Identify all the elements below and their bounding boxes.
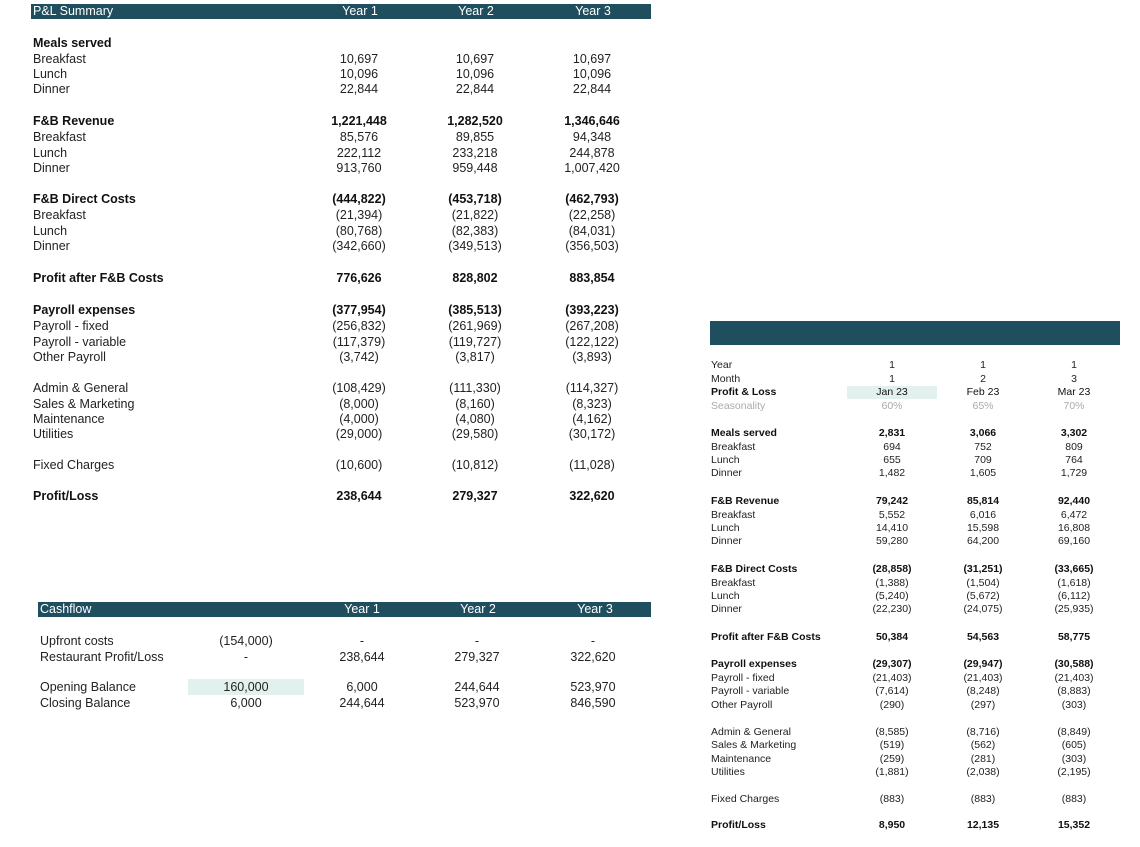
cell: 16,808 [1057,522,1091,534]
pnl-year-3-header: Year 3 [575,4,611,18]
cell: (111,330) [449,381,501,395]
cell: (605) [1061,739,1087,751]
row-label: Profit/Loss [33,489,99,503]
cell: (29,580) [451,427,499,441]
cell: (8,248) [966,685,1000,697]
cell: 65% [972,400,994,412]
row-label: Profit after F&B Costs [711,631,821,643]
cell: (82,383) [451,224,499,238]
cell: (356,503) [565,239,619,253]
cell: (259) [879,753,905,765]
cell: (10,812) [451,458,499,472]
pnl-year-1-header: Year 1 [342,4,378,18]
cell: (883) [970,793,996,805]
row-label: Dinner [33,239,70,253]
row-label: Meals served [33,36,112,50]
cell: 279,327 [454,650,500,664]
cell: (5,672) [966,590,1000,602]
cell: 279,327 [452,489,498,503]
cell: 1,007,420 [564,161,620,175]
cell: 10,096 [339,67,379,81]
row-label: Breakfast [33,208,86,222]
row-label: Profit/Loss [711,819,766,831]
table-row [711,373,1111,386]
cell: 6,000 [230,696,262,710]
cell: (1,881) [875,766,909,778]
cell: 523,970 [570,680,616,694]
cell: 222,112 [336,146,382,160]
cell: 12,135 [966,819,1000,831]
cell: 5,552 [878,509,906,521]
cell: 883,854 [569,271,615,285]
cell: 238,644 [339,650,385,664]
cashflow-year-3-header: Year 3 [577,602,613,616]
cell: 776,626 [336,271,382,285]
row-label: Payroll - fixed [711,672,775,684]
cell: (393,223) [565,303,619,317]
cell: 244,644 [454,680,500,694]
row-label: Lunch [711,590,740,602]
row-label: Sales & Marketing [711,739,797,751]
cell: 846,590 [570,696,616,710]
cell: 244,878 [569,146,615,160]
cell: 1,605 [969,467,997,479]
cell: 244,644 [339,696,385,710]
cell: 6,016 [969,509,997,521]
table-row [711,658,1111,671]
cell: 10,697 [572,52,612,66]
table-row [711,386,1111,399]
cell: (4,000) [339,412,379,426]
cell: Mar 23 [1057,386,1091,398]
table-row [711,427,1111,440]
row-label: Meals served [711,427,777,439]
table-row [711,577,1111,590]
row-label: Lunch [711,454,740,466]
cell: (21,394) [335,208,383,222]
row-label: Opening Balance [40,680,136,694]
table-row [40,679,640,695]
cell: (519) [879,739,905,751]
table-row [711,359,1111,372]
cell: 828,802 [452,271,498,285]
cell: 322,620 [569,489,615,503]
cell: 70% [1063,400,1085,412]
cell: (1,504) [966,577,1000,589]
row-label: Closing Balance [40,696,131,710]
cashflow-table [40,0,651,720]
cell: 15,598 [966,522,1000,534]
cell: (29,307) [872,658,912,670]
cell: (8,585) [875,726,909,738]
cell: (84,031) [568,224,616,238]
table-row [711,535,1111,548]
cell: 2 [980,373,986,385]
cell: (5,240) [875,590,909,602]
cell: (30,588) [1054,658,1094,670]
cell: 1,729 [1060,467,1088,479]
row-label: Admin & General [33,381,129,395]
cell: (303) [1061,699,1087,711]
cell: 89,855 [455,130,495,144]
table-row [40,633,640,649]
row-label: Breakfast [711,441,756,453]
cell: (6,112) [1057,590,1091,602]
month-selector[interactable]: Jan 23 [847,386,937,399]
cell: (883) [879,793,905,805]
row-label: Dinner [33,82,70,96]
table-row [40,695,640,711]
row-label: Lunch [33,146,68,160]
table-row [711,819,1111,832]
opening-balance-input[interactable]: 160,000 [188,679,304,695]
row-label: Sales & Marketing [33,397,135,411]
table-row [711,603,1111,616]
cell: (2,038) [966,766,1000,778]
cell: 959,448 [452,161,498,175]
row-label: Lunch [33,67,68,81]
cell: (303) [1061,753,1087,765]
row-label: F&B Direct Costs [711,563,798,575]
row-label: Maintenance [711,753,772,765]
table-row [711,495,1111,508]
cell: 10,697 [455,52,495,66]
row-label: Payroll - fixed [33,319,109,333]
cell: (122,122) [565,335,619,349]
row-label: Breakfast [711,509,756,521]
cell: (119,727) [448,335,502,349]
cashflow-title: Cashflow [40,602,92,616]
cell: (342,660) [332,239,386,253]
cell: 233,218 [452,146,498,160]
cell: (297) [970,699,996,711]
cell: (22,230) [872,603,912,615]
cell: (154,000) [219,634,273,648]
row-label: Seasonality [711,400,766,412]
cashflow-year-2-header: Year 2 [460,602,496,616]
cell: - [474,634,480,648]
cell: (21,403) [963,672,1003,684]
cell: 709 [974,454,992,466]
cell: 8,950 [878,819,906,831]
table-row [711,509,1111,522]
cell: 2,831 [878,427,906,439]
table-row [711,766,1111,779]
cell: (29,000) [335,427,383,441]
cell: 60% [881,400,903,412]
cell: (30,172) [568,427,616,441]
cell: (8,849) [1057,726,1091,738]
table-row [711,590,1111,603]
row-label: Dinner [711,467,742,479]
table-row [711,631,1111,644]
cell: (29,947) [963,658,1003,670]
row-label: F&B Revenue [711,495,780,507]
cell: (377,954) [332,303,386,317]
cell: (444,822) [332,192,386,206]
cell: (21,403) [1054,672,1094,684]
row-label: Year [711,359,733,371]
cell: 6,000 [346,680,378,694]
cell: 913,760 [336,161,382,175]
cell: (290) [879,699,905,711]
table-row [711,793,1111,806]
row-label: Payroll - variable [33,335,127,349]
cell: 94,348 [572,130,612,144]
cell: (117,379) [332,335,386,349]
cell: (8,716) [966,726,1000,738]
cell: 655 [883,454,901,466]
table-row [711,699,1111,712]
cell: (21,822) [451,208,499,222]
cell: (25,935) [1054,603,1094,615]
cell: 764 [1065,454,1083,466]
cell: 322,620 [570,650,616,664]
cell: (8,000) [339,397,379,411]
cell: - [243,650,249,664]
cell: 10,096 [455,67,495,81]
row-label: Breakfast [33,130,86,144]
table-row [711,522,1111,535]
cell: 1,346,646 [564,114,620,128]
cell: (883) [1061,793,1087,805]
cell: (462,793) [565,192,619,206]
table-row [711,739,1111,752]
cell: (385,513) [448,303,502,317]
cell: 1 [980,359,986,371]
cell: (10,600) [335,458,383,472]
cell: 85,576 [339,130,379,144]
row-label: Maintenance [33,412,105,426]
cell: (267,208) [565,319,619,333]
row-label: Other Payroll [33,350,106,364]
cell: (21,403) [872,672,912,684]
cell: 22,844 [455,82,495,96]
cell: 1,221,448 [331,114,387,128]
cell: (4,080) [455,412,495,426]
cell: (24,075) [963,603,1003,615]
table-row [711,400,1111,413]
cell: (453,718) [448,192,502,206]
cell: 1 [1071,359,1077,371]
cell: (22,258) [568,208,616,222]
cell: (562) [970,739,996,751]
row-label: Lunch [33,224,68,238]
row-label: F&B Revenue [33,114,115,128]
row-label: Utilities [711,766,745,778]
cell: 523,970 [454,696,500,710]
cell: (8,160) [455,397,495,411]
cell: 59,280 [875,535,909,547]
row-label: Fixed Charges [711,793,780,805]
cell: (3,893) [572,350,612,364]
pnl-summary-title: P&L Summary [33,4,114,18]
row-label: Admin & General [711,726,791,738]
cell: (31,251) [963,563,1003,575]
monthly-pnl-table [711,0,1121,840]
cell: (28,858) [872,563,912,575]
cell: (1,618) [1057,577,1091,589]
cell: 6,472 [1060,509,1088,521]
cell: 3,302 [1060,427,1088,439]
table-row [711,672,1111,685]
row-label: Payroll expenses [711,658,797,670]
table-row [711,726,1111,739]
row-label: Dinner [33,161,70,175]
cell: 1,482 [878,467,906,479]
cell: 79,242 [875,495,909,507]
row-label: Dinner [711,603,742,615]
cell: (1,388) [875,577,909,589]
row-label: Upfront costs [40,634,114,648]
cell: 1 [889,359,895,371]
row-label: Dinner [711,535,742,547]
cell: (11,028) [569,458,615,472]
row-label: Month [711,373,741,385]
cell: Feb 23 [966,386,1000,398]
cell: 85,814 [966,495,1000,507]
row-label: Profit & Loss [711,386,777,398]
row-label: Fixed Charges [33,458,115,472]
cell: 3 [1071,373,1077,385]
row-label: Breakfast [33,52,86,66]
cell: (261,969) [448,319,502,333]
row-label: Restaurant Profit/Loss [40,650,164,664]
cell: (3,742) [339,350,379,364]
cell: 22,844 [572,82,612,96]
cell: 1,282,520 [447,114,503,128]
table-row [711,563,1111,576]
cell: (8,323) [572,397,612,411]
table-row [711,454,1111,467]
cell: 238,644 [336,489,382,503]
cell: (108,429) [332,381,386,395]
cashflow-year-1-header: Year 1 [344,602,380,616]
table-row [711,441,1111,454]
cell: 15,352 [1057,819,1091,831]
cell: 3,066 [969,427,997,439]
table-row [40,649,640,665]
cell: 64,200 [966,535,1000,547]
row-label: Lunch [711,522,740,534]
table-row [711,753,1111,766]
row-label: Payroll expenses [33,303,136,317]
table-row [711,467,1111,480]
table-row [711,685,1111,698]
cell: 22,844 [339,82,379,96]
cell: (33,665) [1054,563,1094,575]
cell: 14,410 [875,522,909,534]
cell: 92,440 [1057,495,1091,507]
row-label: Payroll - variable [711,685,790,697]
cell: (80,768) [335,224,383,238]
cell: - [359,634,365,648]
cell: 694 [883,441,901,453]
cell: (256,832) [332,319,386,333]
cell: 58,775 [1057,631,1091,643]
cell: (3,817) [455,350,495,364]
row-label: Profit after F&B Costs [33,271,164,285]
cell: (7,614) [875,685,909,697]
row-label: Utilities [33,427,74,441]
cell: - [590,634,596,648]
cell: (2,195) [1057,766,1091,778]
row-label: Other Payroll [711,699,773,711]
cell: (8,883) [1057,685,1091,697]
cell: 752 [974,441,992,453]
cell: (281) [970,753,996,765]
pnl-year-2-header: Year 2 [458,4,494,18]
cell: 69,160 [1057,535,1091,547]
cell: (349,513) [448,239,502,253]
cell: 54,563 [966,631,1000,643]
cell: 50,384 [875,631,909,643]
cell: 10,697 [339,52,379,66]
cell: (114,327) [565,381,619,395]
row-label: Breakfast [711,577,756,589]
row-label: F&B Direct Costs [33,192,136,206]
cell: 1 [889,373,895,385]
cell: 10,096 [572,67,612,81]
cell: 809 [1065,441,1083,453]
cell: (4,162) [572,412,612,426]
